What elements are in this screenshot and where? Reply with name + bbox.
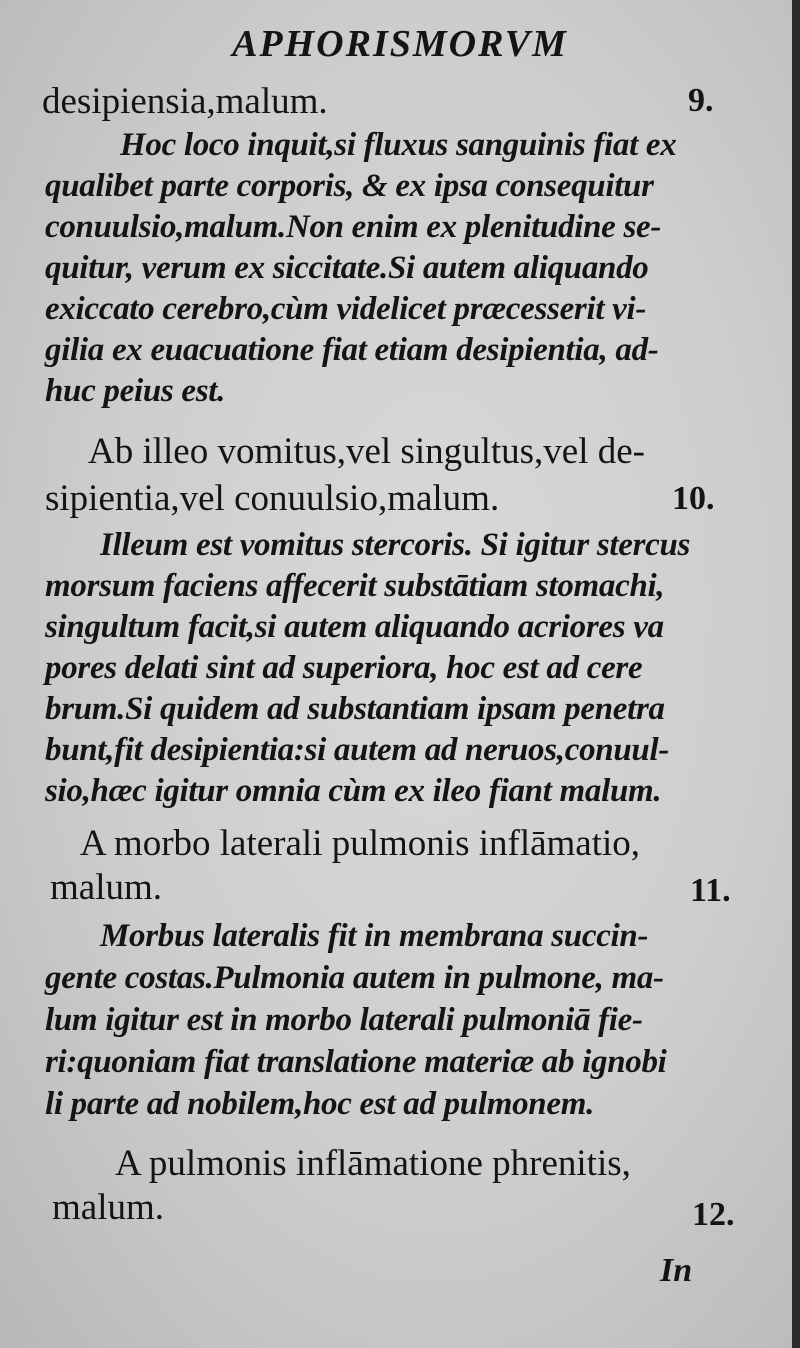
commentary-10-line: singultum facit,si autem aliquando acriores va bbox=[45, 609, 664, 645]
commentary-11-line: li parte ad nobilem,hoc est ad pulmonem. bbox=[45, 1086, 595, 1122]
commentary-10-line: morsum faciens affecerit substātiam stomachi, bbox=[45, 568, 665, 604]
aphorism-10-text-line: sipientia,vel conuulsio,malum. bbox=[45, 478, 500, 519]
catchword: In bbox=[660, 1252, 693, 1289]
commentary-11-line: Morbus lateralis fit in membrana succin- bbox=[100, 918, 649, 954]
commentary-11-line: gente costas.Pulmonia autem in pulmone, ma- bbox=[45, 960, 664, 996]
commentary-9-line: exiccato cerebro,cùm videlicet præcesserit vi- bbox=[45, 291, 647, 327]
commentary-11-line: lum igitur est in morbo laterali pulmoniā fie- bbox=[45, 1002, 643, 1038]
aphorism-11-text-line: malum. bbox=[50, 867, 163, 908]
aphorism-9-text-line: desipiensia,malum. bbox=[42, 81, 328, 122]
aphorism-number: 12. bbox=[692, 1196, 735, 1233]
aphorism-10-text-line: Ab illeo vomitus,vel singultus,vel de- bbox=[88, 431, 646, 472]
commentary-9-line: Hoc loco inquit,si fluxus sanguinis fiat ex bbox=[120, 127, 677, 163]
aphorism-11-text-line: A morbo laterali pulmonis inflāmatio, bbox=[80, 823, 641, 864]
commentary-9-line: gilia ex euacuatione fiat etiam desipientia, ad- bbox=[45, 332, 659, 368]
aphorism-number: 11. bbox=[690, 872, 731, 909]
aphorism-12-text-line: A pulmonis inflāmatione phrenitis, bbox=[115, 1143, 631, 1184]
aphorism-12-text-line: malum. bbox=[52, 1187, 165, 1228]
page-number: 9. bbox=[688, 82, 714, 119]
commentary-9-line: huc peius est. bbox=[45, 373, 226, 409]
commentary-9-line: conuulsio,malum.Non enim ex plenitudine se- bbox=[45, 209, 662, 245]
commentary-9-line: quitur, verum ex siccitate.Si autem aliquando bbox=[45, 250, 649, 286]
commentary-10-line: pores delati sint ad superiora, hoc est ad cere bbox=[45, 650, 643, 686]
commentary-11-line: ri:quoniam fiat translatione materiæ ab ignobi bbox=[45, 1044, 667, 1080]
commentary-10-line: sio,hæc igitur omnia cùm ex ileo fiant malum. bbox=[45, 773, 662, 809]
commentary-10-line: Illeum est vomitus stercoris. Si igitur stercus bbox=[100, 527, 691, 563]
commentary-9-line: qualibet parte corporis, & ex ipsa consequitur bbox=[45, 168, 654, 204]
commentary-10-line: brum.Si quidem ad substantiam ipsam penetra bbox=[45, 691, 665, 727]
running-header: APHORISMORVM bbox=[232, 23, 568, 65]
aphorism-number: 10. bbox=[672, 480, 715, 517]
commentary-10-line: bunt,fit desipientia:si autem ad neruos,conuul- bbox=[45, 732, 670, 768]
